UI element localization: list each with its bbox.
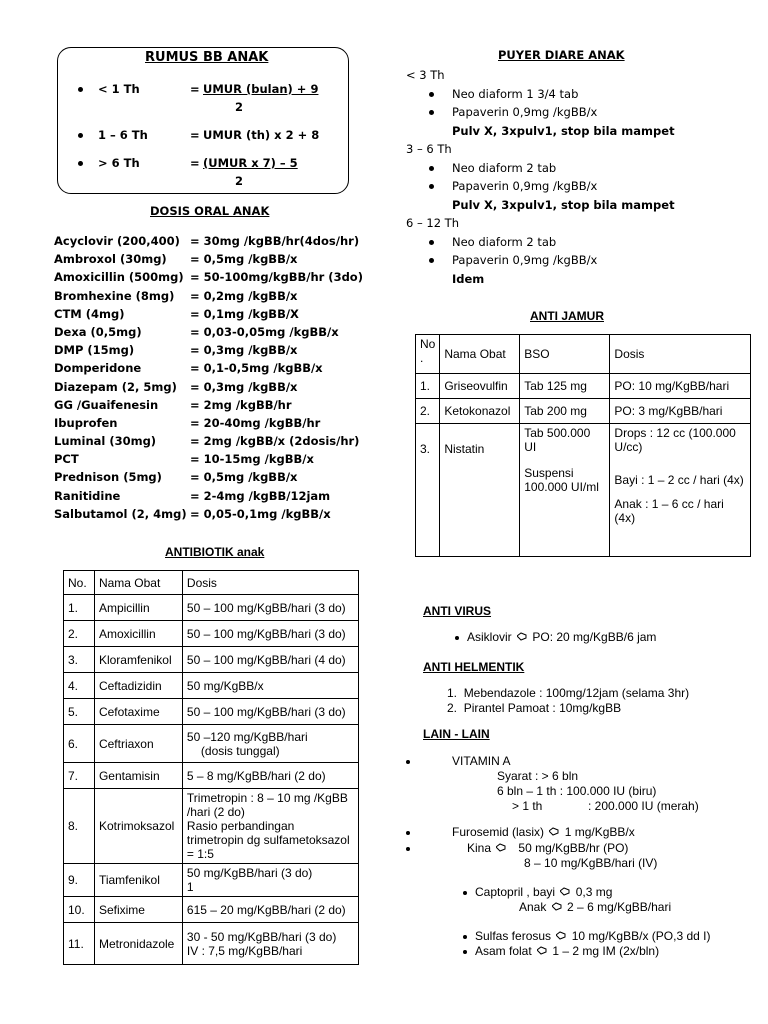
oral-drug-name: Dexa (0,5mg): [54, 324, 142, 339]
puyer-item: [406, 103, 746, 122]
puyer-item: [406, 251, 746, 270]
bullet-icon: [406, 760, 410, 764]
antibiotik-dose-cell: [182, 621, 358, 647]
virus-drug: Asiklovir: [467, 630, 512, 644]
bullet-icon: [429, 258, 434, 263]
captopril-dose: 0,3 mg: [575, 885, 613, 899]
puyer-age: 3 – 6 Th: [406, 142, 452, 156]
antibiotik-header-dosis: Dosis: [182, 571, 358, 595]
antibiotik-row: [64, 923, 359, 965]
asam-folat-dose: 1 – 2 mg IM (2x/bln): [552, 944, 660, 958]
oral-drug-dose: = 0,05-0,1mg /kgBB/x: [190, 506, 331, 521]
antibiotik-dose: Trimetropin : 8 – 10 mg /KgBB /hari (2 do): [186, 791, 348, 819]
jamur-header-bso: BSO: [520, 335, 610, 374]
jamur-bso: Tab 125 mg: [520, 374, 610, 399]
rumus-eq: =: [190, 82, 200, 96]
rumus-eq: =: [190, 156, 200, 170]
jamur-name: Ketokonazol: [440, 399, 520, 424]
sulfas-label: Sulfas ferosus: [475, 929, 552, 943]
rumus-age: 1 – 6 Th: [98, 128, 148, 142]
oral-drug-dose: = 0,5mg /kgBB/x: [190, 470, 298, 485]
antibiotik-dose: 30 - 50 mg/KgBB/hari (3 do): [186, 929, 337, 944]
oral-drug-dose: = 0,03-0,05mg /kgBB/x: [190, 324, 339, 339]
oral-row: [54, 505, 384, 523]
captopril-label: Captopril , bayi: [475, 885, 556, 899]
antibiotik-dose-extra: IV : 7,5 mg/KgBB/hari: [186, 943, 303, 958]
oral-row: [54, 396, 384, 414]
puyer-item: [406, 159, 746, 178]
antibiotik-name: Cefotaxime: [94, 699, 182, 725]
jamur-dose: PO: 10 mg/KgBB/hari: [610, 374, 751, 399]
antibiotik-name: Kloramfenikol: [94, 647, 182, 673]
puyer-item: [406, 177, 746, 196]
oral-drug-dose: = 0,1mg /kgBB/X: [190, 306, 299, 321]
oral-drug-name: Luminal (30mg): [54, 434, 157, 449]
antibiotik-row: [64, 621, 359, 647]
oral-drug-name: Prednison (5mg): [54, 470, 162, 485]
antibiotik-row: [64, 647, 359, 673]
pointing-hand-icon: [556, 929, 566, 938]
puyer-item-text: Papaverin 0,9mg /kgBB/x: [452, 105, 598, 119]
rumus-formula: UMUR (bulan) + 9: [203, 82, 319, 96]
jamur-title: ANTI JAMUR: [530, 309, 604, 323]
oral-drug-name: Ranitidine: [54, 488, 121, 503]
rumus-denominator: 2: [235, 174, 244, 188]
helmentik-text: Mebendazole : 100mg/12jam (selama 3hr): [463, 686, 690, 700]
oral-row: [54, 414, 384, 432]
rumus-formula: (UMUR x 7) – 5: [203, 156, 298, 170]
puyer-note: Pulv X, 3xpulv1, stop bila mampet: [452, 123, 675, 138]
antibiotik-dose-cell: [182, 699, 358, 725]
antibiotik-header-name: Nama Obat: [94, 571, 182, 595]
sulfas-dose: 10 mg/KgBB/x (PO,3 dd I): [571, 929, 711, 943]
puyer-item-text: Papaverin 0,9mg /kgBB/x: [452, 179, 598, 193]
jamur-bso-cell: [520, 424, 610, 557]
bullet-icon: [406, 831, 410, 835]
antibiotik-dose-cell: [182, 763, 358, 789]
jamur-bso: Tab 200 mg: [520, 399, 610, 424]
oral-row: [54, 341, 384, 359]
asam-folat-item: [475, 944, 659, 958]
antibiotik-no: 6.: [64, 725, 95, 763]
captopril-anak: [519, 900, 671, 914]
pointing-hand-icon: [537, 944, 547, 953]
antibiotik-no: 7.: [64, 763, 95, 789]
antibiotik-row: [64, 789, 359, 864]
antibiotik-row: [64, 864, 359, 897]
pointing-hand-icon: [552, 900, 562, 909]
puyer-note: Idem: [452, 271, 485, 286]
jamur-header-dosis: Dosis: [610, 335, 751, 374]
jamur-dose: PO: 3 mg/KgBB/hari: [610, 399, 751, 424]
antibiotik-dose: 50 mg/KgBB/x: [186, 678, 264, 693]
jamur-header-no: No .: [416, 335, 440, 374]
antibiotik-dose-extra: 1: [186, 880, 194, 894]
puyer-item-text: Papaverin 0,9mg /kgBB/x: [452, 253, 598, 267]
jamur-header-name: Nama Obat: [440, 335, 520, 374]
antibiotik-dose: 50 mg/KgBB/hari (3 do): [186, 866, 313, 880]
oral-drug-dose: = 2mg /kgBB/hr: [190, 397, 292, 412]
jamur-no: 3.: [416, 424, 440, 557]
oral-drug-dose: = 2-4mg /kgBB/12jam: [190, 488, 331, 503]
oral-drug-name: Domperidone: [54, 361, 142, 376]
helmentik-item: 1. Mebendazole : 100mg/12jam (selama 3hr): [447, 686, 690, 700]
oral-drug-name: GG /Guaifenesin: [54, 397, 159, 412]
puyer-item-text: Neo diaform 2 tab: [452, 160, 557, 175]
jamur-bso: Suspensi 100.000 UI/ml: [524, 466, 599, 494]
puyer-item-text: Neo diaform 1 3/4 tab: [452, 86, 579, 101]
antibiotik-dose: 50 – 100 mg/KgBB/hari (3 do): [186, 626, 346, 641]
helmentik-text: Pirantel Pamoat : 10mg/kgBB: [463, 701, 622, 715]
bullet-icon: [463, 950, 467, 954]
puyer-age: 6 – 12 Th: [406, 216, 459, 230]
oral-drug-name: Salbutamol (2, 4mg): [54, 506, 187, 521]
jamur-dose: Drops : 12 cc (100.000 U/cc): [614, 426, 736, 454]
antibiotik-dose-extra: (dosis tunggal): [200, 743, 280, 758]
oral-row: [54, 359, 384, 377]
bullet-icon: [463, 935, 467, 939]
jamur-name: Nistatin: [440, 424, 520, 557]
helmentik-item: 2. Pirantel Pamoat : 10mg/kgBB: [447, 701, 622, 715]
antibiotik-row: [64, 595, 359, 621]
rumus-age: < 1 Th: [98, 82, 140, 96]
vitamin-a-label: VITAMIN A: [452, 754, 511, 768]
antibiotik-no: 1.: [64, 595, 95, 621]
puyer-title: PUYER DIARE ANAK: [498, 48, 625, 62]
puyer-item: [406, 85, 746, 104]
kina-label: Kina: [467, 841, 492, 855]
pointing-hand-icon: [560, 885, 570, 894]
bullet-icon: [78, 161, 83, 166]
oral-row: [54, 250, 384, 268]
captopril-item: [475, 885, 612, 899]
oral-row: [54, 432, 384, 450]
vitamin-a-line: Syarat : > 6 bln: [497, 769, 579, 783]
jamur-no: 1.: [416, 374, 440, 399]
oral-row: [54, 323, 384, 341]
antibiotik-dose-cell: [182, 647, 358, 673]
oral-drug-name: Acyclovir (200,400): [54, 234, 180, 248]
oral-title: DOSIS ORAL ANAK: [150, 204, 270, 218]
antibiotik-dose-cell: [182, 923, 358, 965]
antibiotik-no: 3.: [64, 647, 95, 673]
antibiotik-dose-cell: [182, 673, 358, 699]
bullet-icon: [406, 847, 410, 851]
virus-title: ANTI VIRUS: [423, 604, 492, 618]
bullet-icon: [429, 240, 434, 245]
antibiotik-dose: 50 – 100 mg/KgBB/hari (3 do): [186, 600, 346, 615]
oral-row: [54, 268, 384, 286]
antibiotik-row: [64, 763, 359, 789]
puyer-item-text: Neo diaform 2 tab: [452, 234, 557, 249]
oral-row: [54, 305, 384, 323]
oral-drug-name: PCT: [54, 452, 79, 467]
puyer-list: [406, 66, 746, 288]
antibiotik-name: Gentamisin: [94, 763, 182, 789]
antibiotik-name: Kotrimoksazol: [94, 789, 182, 864]
oral-row: [54, 287, 384, 305]
captopril-anak-dose: 2 – 6 mg/KgBB/hari: [567, 900, 672, 914]
antibiotik-row: [64, 673, 359, 699]
oral-drug-dose: = 0,5mg /kgBB/x: [190, 252, 298, 267]
bullet-icon: [455, 636, 459, 640]
furosemid-label: Furosemid (lasix): [452, 825, 545, 839]
bullet-icon: [429, 92, 434, 97]
antibiotik-dose: 50 – 100 mg/KgBB/hari (4 do): [186, 652, 346, 667]
oral-drug-name: Ibuprofen: [54, 415, 118, 430]
vitamin-a-line: 6 bln – 1 th : 100.000 IU (biru): [497, 784, 657, 798]
oral-list: [54, 232, 384, 523]
oral-row: [54, 232, 384, 250]
jamur-dose-cell: [610, 424, 751, 557]
virus-dose: PO: 20 mg/KgBB/6 jam: [532, 630, 657, 644]
rumus-eq: =: [190, 128, 200, 142]
rumus-formula: UMUR (th) x 2 + 8: [203, 128, 320, 142]
oral-drug-dose: = 0,1-0,5mg /kgBB/x: [190, 361, 323, 376]
furosemid-item: [452, 825, 635, 839]
oral-drug-dose: = 20-40mg /kgBB/hr: [190, 415, 321, 430]
jamur-name: Griseovulfin: [440, 374, 520, 399]
rumus-box: [57, 47, 349, 194]
antibiotik-name: Sefixime: [94, 897, 182, 923]
antibiotik-name: Ceftadizidin: [94, 673, 182, 699]
bullet-icon: [429, 166, 434, 171]
sulfas-item: [475, 929, 710, 943]
oral-drug-dose: = 0,3mg /kgBB/x: [190, 379, 298, 394]
antibiotik-dose: 50 –120 mg/KgBB/hari: [186, 729, 308, 744]
oral-drug-dose: = 50-100mg/kgBB/hr (3do): [190, 270, 363, 285]
antibiotik-name: Tiamfenikol: [94, 864, 182, 897]
rumus-denominator: 2: [235, 100, 244, 114]
captopril-anak-label: Anak: [519, 900, 547, 914]
antibiotik-dose-cell: [182, 725, 358, 763]
antibiotik-row: [64, 699, 359, 725]
antibiotik-header-no: No.: [64, 571, 95, 595]
oral-row: [54, 487, 384, 505]
antibiotik-name: Ceftriaxon: [94, 725, 182, 763]
oral-drug-dose: = 2mg /kgBB/x (2dosis/hr): [190, 434, 360, 449]
oral-drug-name: Ambroxol (30mg): [54, 252, 167, 267]
asam-folat-label: Asam folat: [475, 944, 532, 958]
oral-drug-name: Bromhexine (8mg): [54, 288, 175, 303]
antibiotik-no: 4.: [64, 673, 95, 699]
kina-item: [467, 841, 628, 855]
oral-drug-name: CTM (4mg): [54, 306, 125, 321]
pointing-hand-icon: [549, 825, 559, 834]
antibiotik-title: ANTIBIOTIK anak: [165, 545, 265, 559]
puyer-item: [406, 233, 746, 252]
jamur-table: [415, 334, 751, 557]
lain-title: LAIN - LAIN: [423, 727, 490, 741]
antibiotik-name: Metronidazole: [94, 923, 182, 965]
antibiotik-no: 2.: [64, 621, 95, 647]
antibiotik-name: Ampicillin: [94, 595, 182, 621]
antibiotik-dose-cell: [182, 864, 358, 897]
antibiotik-no: 8.: [64, 789, 95, 864]
bullet-icon: [429, 110, 434, 115]
oral-drug-name: Amoxicillin (500mg): [54, 270, 184, 285]
virus-item: [467, 630, 656, 644]
puyer-note: Pulv X, 3xpulv1, stop bila mampet: [452, 197, 675, 212]
jamur-bso: Tab 500.000 UI: [524, 426, 591, 454]
oral-row: [54, 450, 384, 468]
bullet-icon: [463, 891, 467, 895]
pointing-hand-icon: [517, 630, 527, 639]
bullet-icon: [78, 133, 83, 138]
oral-drug-dose: = 0,3mg /kgBB/x: [190, 343, 298, 358]
antibiotik-no: 10.: [64, 897, 95, 923]
helmentik-title: ANTI HELMENTIK: [423, 660, 525, 674]
kina-dose-iv: 8 – 10 mg/KgBB/hari (IV): [524, 856, 658, 870]
antibiotik-dose-cell: [182, 789, 358, 864]
jamur-dose: Bayi : 1 – 2 cc / hari (4x): [614, 473, 744, 487]
bullet-icon: [78, 87, 83, 92]
antibiotik-dose: 5 – 8 mg/KgBB/hari (2 do): [186, 768, 326, 783]
jamur-no: 2.: [416, 399, 440, 424]
kina-dose: 50 mg/KgBB/hr (PO): [518, 841, 629, 855]
antibiotik-dose-extra: Rasio perbandingan trimetropin dg sulfametoksazol = 1:5: [186, 819, 350, 861]
oral-drug-dose: = 0,2mg /kgBB/x: [190, 288, 298, 303]
antibiotik-dose: 615 – 20 mg/KgBB/hari (2 do): [186, 902, 346, 917]
antibiotik-name: Amoxicillin: [94, 621, 182, 647]
antibiotik-no: 9.: [64, 864, 95, 897]
jamur-dose: Anak : 1 – 6 cc / hari (4x): [614, 497, 724, 525]
antibiotik-row: [64, 725, 359, 763]
oral-row: [54, 468, 384, 486]
antibiotik-no: 5.: [64, 699, 95, 725]
oral-row: [54, 378, 384, 396]
antibiotik-dose-cell: [182, 595, 358, 621]
antibiotik-no: 11.: [64, 923, 95, 965]
antibiotik-table: [63, 570, 359, 965]
oral-drug-dose: = 30mg /kgBB/hr(4dos/hr): [190, 234, 360, 248]
puyer-age: < 3 Th: [406, 68, 445, 82]
furosemid-dose: 1 mg/KgBB/x: [564, 825, 635, 839]
vitamin-a-line: : 200.000 IU (merah): [588, 799, 699, 813]
vitamin-a-line: > 1 th: [512, 799, 543, 813]
antibiotik-header-row: [64, 571, 359, 595]
oral-drug-dose: = 10-15mg /kgBB/x: [190, 452, 314, 467]
pointing-hand-icon: [496, 841, 506, 850]
oral-drug-name: DMP (15mg): [54, 343, 135, 358]
antibiotik-row: [64, 897, 359, 923]
rumus-age: > 6 Th: [98, 156, 140, 170]
rumus-title: RUMUS BB ANAK: [145, 50, 269, 65]
oral-drug-name: Diazepam (2, 5mg): [54, 379, 177, 394]
antibiotik-dose-cell: [182, 897, 358, 923]
antibiotik-dose: 50 – 100 mg/KgBB/hari (3 do): [186, 704, 346, 719]
bullet-icon: [429, 184, 434, 189]
